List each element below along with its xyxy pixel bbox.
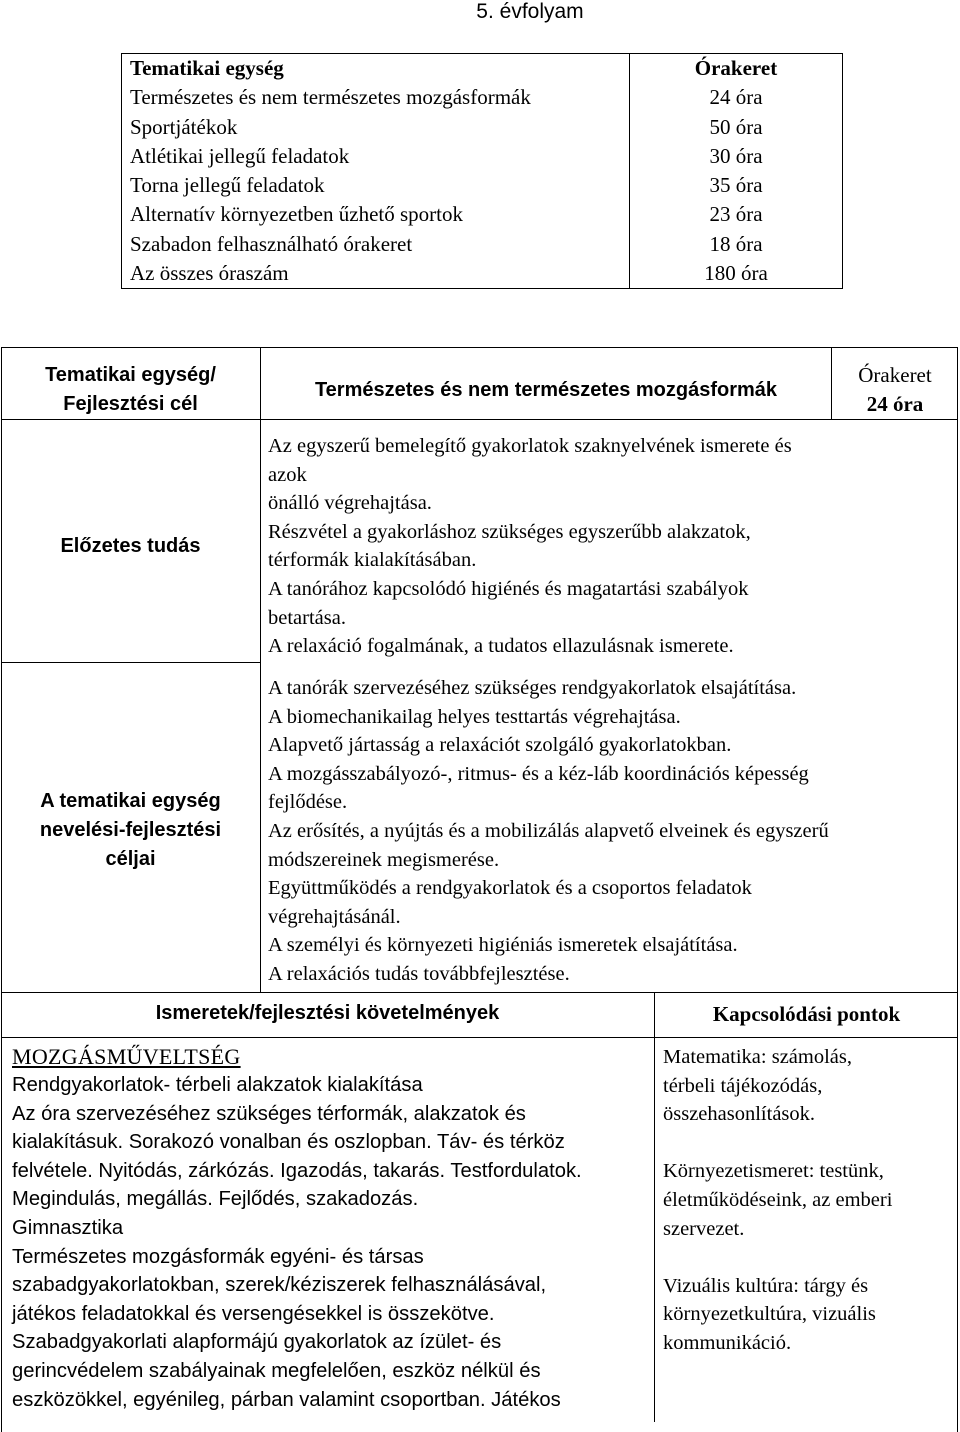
table-row: [122, 171, 843, 200]
requirements-text: Rendgyakorlatok- térbeli alakzatok kialakítása Az óra szervezéséhez szükséges térformák, alakzatok és kialakításuk. Sorakozó vonalban és oszlopban. Táv- és térköz felvétele. Nyitódás, zárkózás. Igazodás, takarás. Testfordulatok. Megindulás, megállás. Fejlődés, szakadozás. Gimnasztika Természetes mozgásformák egyéni- és társas szabadgyakorlatokban, szerek/kéziszerek felhasználásával, játékos feladatokkal és versengésekkel is összekötve. Szabadgyakorlati alapformájú gyakorlatok az ízület- és gerincvédelem szabályainak megfelelően, eszköz nélkül és eszközökkel, egyénileg, párban valamint csoportban. Játékos: [12, 1074, 582, 1411]
hours-cell: 18 óra: [630, 230, 843, 259]
connections-header: Kapcsolódási pontok: [712, 1002, 901, 1026]
hours-cell: 23 óra: [630, 200, 843, 229]
goals-label: A tematikai egység nevelési-fejlesztési céljai: [39, 790, 222, 870]
table-row: [122, 113, 843, 142]
section-title: MOZGÁSMŰVELTSÉG: [12, 1044, 241, 1069]
connection-group-math: Matematika: számolás, térbeli tájékozódás, összehasonlítások.: [663, 1046, 852, 1126]
unit-cell: Atlétikai jellegű feladatok: [130, 143, 350, 168]
connections-text: [663, 1043, 892, 1358]
connection-group-visual: Vizuális kultúra: tárgy és környezetkultúra, vizuális kommunikáció.: [663, 1274, 876, 1354]
goals-text: A tanórák szervezéséhez szükséges rendgyakorlatok elsajátítása. A biomechanikailag helyes testtartás végrehajtása. Alapvető jártasság a relaxációt szolgáló gyakorlatokban. A mozgásszabályozó-, ritmus- és a kéz-láb koordinációs képesség fejlődése. Az erősítés, a nyújtás és a mobilizálás alapvető elveinek és egyszerű módszereinek megismerése. Együttműködés a rendgyakorlatok és a csoportos feladatok végrehajtásánál. A személyi és környezeti higiéniás ismeretek elsajátítása. A relaxációs tudás továbbfejlesztése.: [268, 677, 829, 985]
hours-cell: 30 óra: [630, 142, 843, 171]
head-hours: [832, 361, 958, 419]
hours-cell: 35 óra: [630, 171, 843, 200]
unit-cell: Szabadon felhasználható órakeret: [130, 231, 413, 256]
grade-header: 5. évfolyam: [476, 0, 584, 23]
unit-cell: Alternatív környezetben űzhető sportok: [130, 202, 463, 227]
table-row: [122, 200, 843, 229]
col-unit-header: Tematikai egység: [130, 56, 284, 80]
table-row: [122, 83, 843, 112]
requirements-header: Ismeretek/fejlesztési követelmények: [155, 1002, 500, 1024]
head-left-label: Tematikai egység/ Fejlesztési cél: [45, 364, 216, 415]
head-hours-label: Órakeret: [858, 363, 932, 387]
unit-cell: Torna jellegű feladatok: [130, 173, 325, 198]
connection-group-env: Környezetismeret: testünk, életműködéseink, az emberi szervezet.: [663, 1160, 893, 1240]
hours-cell: 50 óra: [630, 113, 843, 142]
head-title: Természetes és nem természetes mozgásformák: [314, 379, 778, 401]
table-row: [122, 230, 843, 259]
prior-knowledge-text: Az egyszerű bemelegítő gyakorlatok szaknyelvének ismerete és azok önálló végrehajtása. Részvétel a gyakorláshoz szükséges egyszerűbb alakzatok, térformák kialakításában. A tanórához kapcsolódó higiénés és magatartási szabályok betartása. A relaxáció fogalmának, a tudatos ellazulásnak ismerete.: [268, 435, 792, 658]
hours-cell: 24 óra: [630, 83, 843, 112]
unit-cell: Természetes és nem természetes mozgásformák: [130, 85, 531, 110]
unit-cell: Az összes óraszám: [130, 261, 289, 286]
table-row: [122, 142, 843, 171]
hours-table: [121, 53, 843, 289]
col-hours-header: Órakeret: [630, 54, 843, 84]
prior-knowledge-label: Előzetes tudás: [60, 535, 201, 557]
table-row: [122, 259, 843, 289]
hours-cell: 180 óra: [630, 259, 843, 289]
unit-cell: Sportjátékok: [130, 114, 238, 139]
hours-table-header: [122, 54, 843, 84]
head-hours-value: 24 óra: [866, 392, 924, 416]
